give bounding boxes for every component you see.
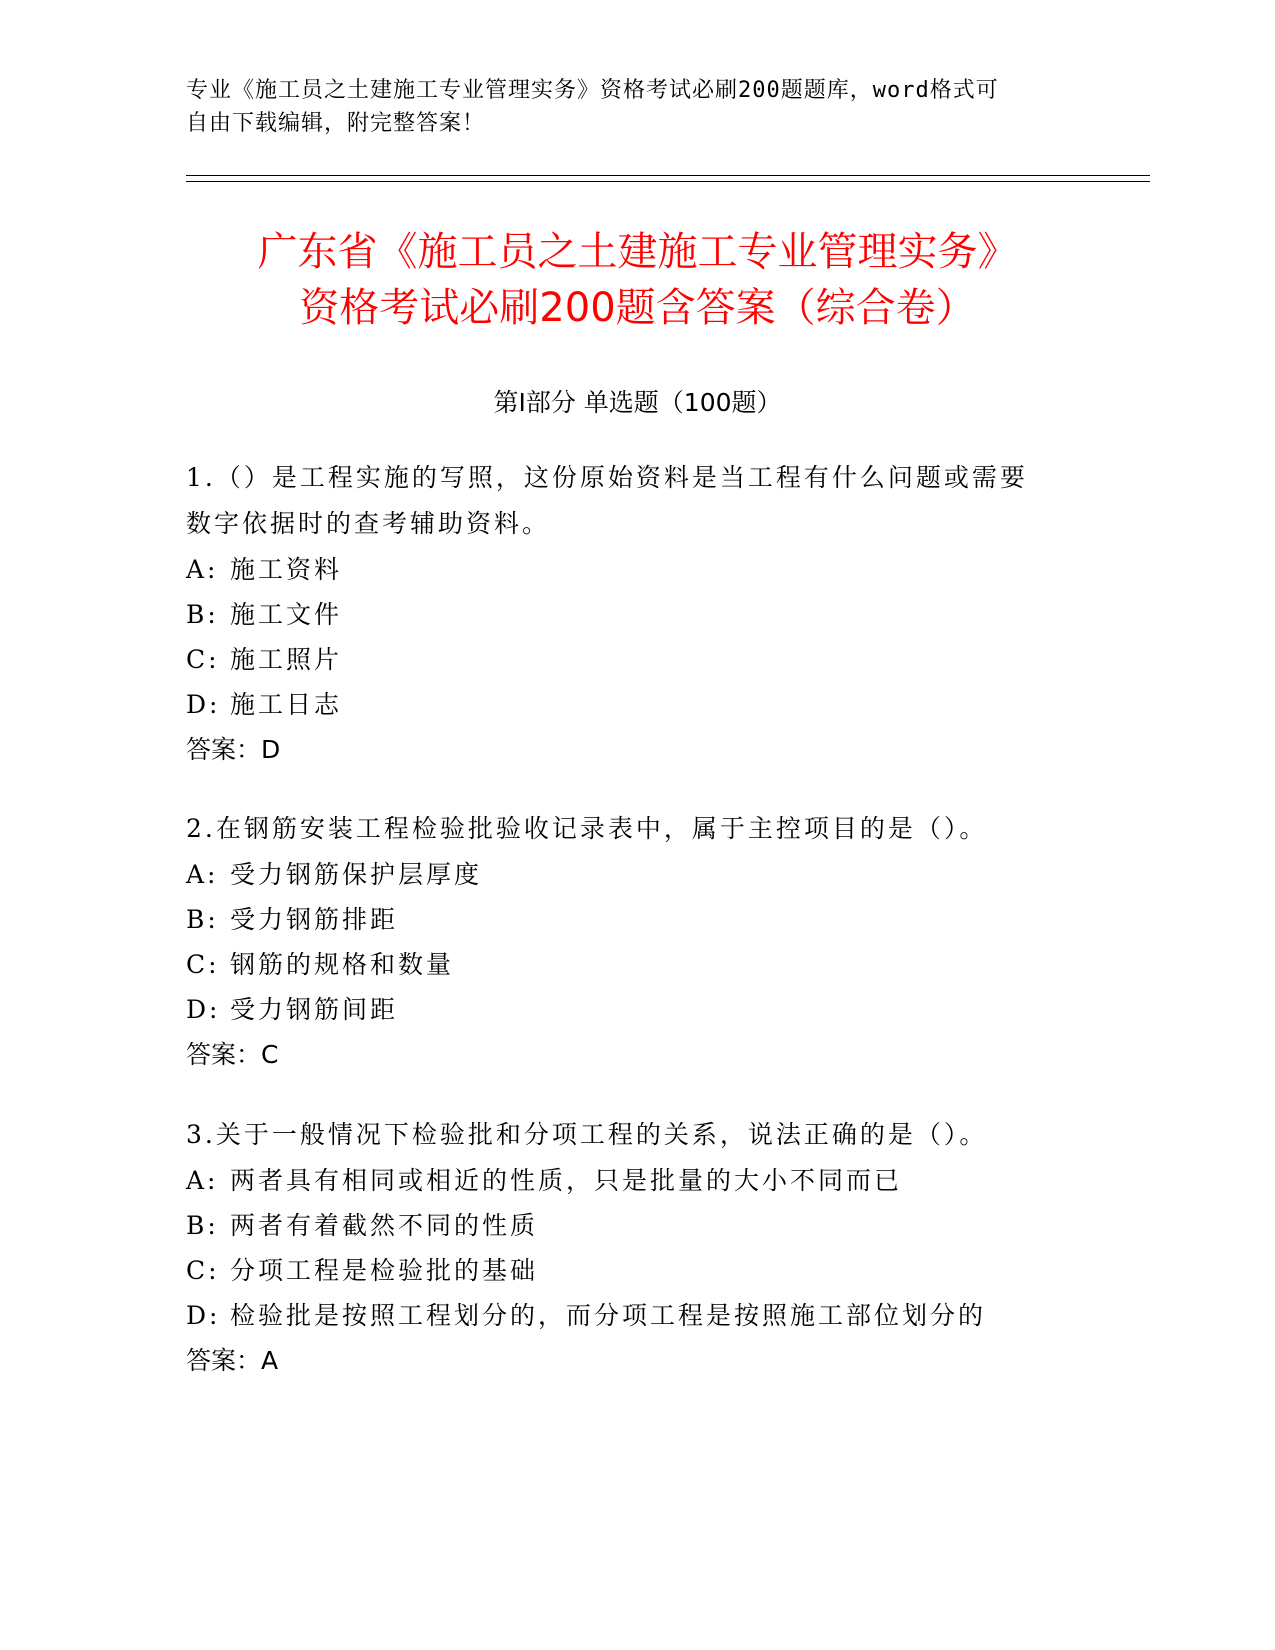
option-text: 受力钢筋间距 [230, 995, 399, 1024]
question-option [186, 592, 1066, 637]
question-option [186, 852, 1066, 897]
option-text: 检验批是按照工程划分的，而分项工程是按照施工部位划分的 [230, 1301, 987, 1330]
document-title-line2: 资格考试必刷200题含答案（综合卷） [299, 285, 976, 331]
header-divider-top [186, 175, 1150, 176]
question-answer: 答案：A [186, 1346, 279, 1375]
option-text: 施工日志 [230, 690, 343, 719]
option-letter: B: [186, 1211, 219, 1240]
document-title-line1: 广东省《施工员之土建施工专业管理实务》 [257, 229, 1018, 275]
section-heading: 第Ⅰ部分 单选题（100题） [493, 388, 782, 417]
question-answer: 答案：D [186, 735, 281, 764]
option-text: 钢筋的规格和数量 [230, 950, 455, 979]
option-letter: C: [186, 645, 220, 674]
option-text: 两者有着截然不同的性质 [230, 1211, 539, 1240]
option-text: 两者具有相同或相近的性质，只是批量的大小不同而已 [230, 1166, 903, 1195]
header-note-line1: 专业《施工员之土建施工专业管理实务》资格考试必刷200题题库，word格式可 [186, 78, 999, 103]
option-letter: A: [186, 860, 219, 889]
option-text: 施工资料 [230, 555, 343, 584]
question-option [186, 1248, 1066, 1293]
option-letter: A: [186, 1166, 219, 1195]
option-text: 受力钢筋保护层厚度 [230, 860, 483, 889]
question-stem-line: 1.（）是工程实施的写照，这份原始资料是当工程有什么问题或需要 [186, 463, 1028, 492]
option-text: 施工照片 [230, 645, 343, 674]
option-letter: A: [186, 555, 219, 584]
question-answer: 答案：C [186, 1040, 279, 1069]
question-2 [186, 806, 1066, 1078]
question-option [186, 1158, 1066, 1203]
option-text: 分项工程是检验批的基础 [230, 1256, 539, 1285]
question-option [186, 987, 1066, 1032]
header-divider-bottom [186, 181, 1150, 182]
question-option [186, 682, 1066, 727]
option-letter: C: [186, 1256, 220, 1285]
option-letter: C: [186, 950, 220, 979]
question-option [186, 637, 1066, 682]
option-letter: B: [186, 600, 219, 629]
question-option [186, 547, 1066, 592]
question-option [186, 1203, 1066, 1248]
question-stem-line: 数字依据时的查考辅助资料。 [186, 509, 551, 538]
option-letter: D: [186, 690, 221, 719]
question-stem-line: 3.关于一般情况下检验批和分项工程的关系，说法正确的是（）。 [186, 1120, 988, 1149]
header-note [186, 74, 1086, 140]
document-title [100, 224, 1175, 336]
option-letter: B: [186, 905, 219, 934]
question-stem-line: 2.在钢筋安装工程检验批验收记录表中，属于主控项目的是（）。 [186, 814, 988, 843]
question-option [186, 1293, 1066, 1338]
header-note-line2: 自由下载编辑，附完整答案！ [186, 111, 486, 136]
option-letter: D: [186, 1301, 221, 1330]
question-3 [186, 1112, 1066, 1384]
option-text: 受力钢筋排距 [230, 905, 399, 934]
option-letter: D: [186, 995, 221, 1024]
question-1 [186, 455, 1066, 773]
question-option [186, 942, 1066, 987]
option-text: 施工文件 [230, 600, 343, 629]
question-option [186, 897, 1066, 942]
